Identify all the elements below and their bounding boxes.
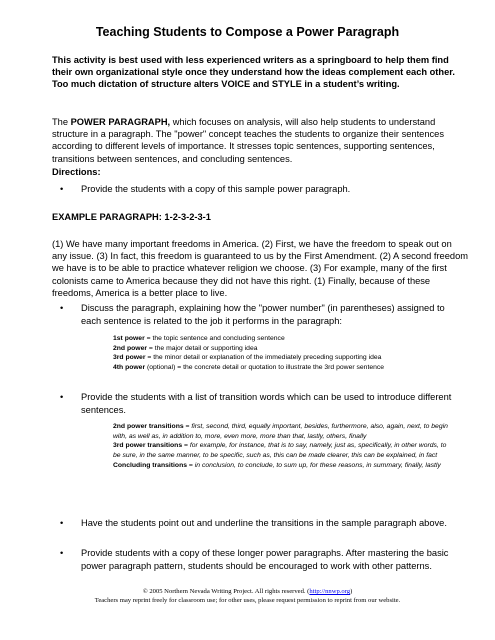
bullet-dot: • [60, 548, 64, 558]
copyright-text: © 2005 Northern Nevada Writing Project. All rights reserved. ( [142, 588, 310, 595]
transition-lists [113, 422, 455, 471]
transition-words: in conclusion, to conclude, to sum up, for these reasons, in summary, finally, lastly [194, 461, 441, 469]
directions-heading: Directions: [52, 167, 101, 177]
bullet-dot: • [60, 303, 64, 313]
bullet-text: Provide the students with a list of transition words which can be used to introduce different sentences. [81, 392, 452, 415]
bullet-dot: • [60, 518, 64, 528]
transition-list [113, 441, 455, 460]
transition-term: Concluding transitions [113, 461, 188, 469]
power-term: 2nd power [113, 344, 147, 352]
bullet-text: Have the students point out and underline the transitions in the sample paragraph above. [81, 518, 447, 528]
reprint-notice: Teachers may reprint freely for classroom use; for other uses, please request permission to reprint from our website. [94, 597, 401, 604]
transition-term: 3rd power transitions [113, 442, 183, 450]
bullet-dot: • [60, 392, 64, 402]
example-paragraph: (1) We have many important freedoms in America. (2) First, we have the freedom to speak out on any issue. (3) In fact, this freedom is guaranteed to us by the First Amendment. (2) A second freedom we have is to be able to practice whatever religion we choose. (3) For example, many of the first colonists came to America because they did not have this right. (1) Finally, because of these freedoms, America is a better place to live. [52, 239, 468, 298]
power-definition: (optional) = the concrete detail or quotation to illustrate the 3rd power sentence [145, 364, 385, 372]
bullet-dot: • [60, 184, 64, 194]
power-paragraph-description [52, 116, 468, 165]
intro-paragraph: This activity is best used with less experienced writers as a springboard to help them find their own organizational style once they understand how the ideas complement each other. Too much dictation of structure alters VOICE and STYLE in a student’s writing. [52, 55, 455, 90]
website-link[interactable]: http://nnwp.org [309, 588, 351, 595]
power-term: 3rd power [113, 354, 146, 362]
power-definition-row [113, 344, 455, 354]
power-paragraph-rest: which focuses on analysis, will also help students to understand structure in a paragraph. The "power" concept teaches the students to organize their sentences according to different levels of importance. It stresses topic sentences, supporting sentences, transitions between sentences, and concluding sentences. [52, 117, 444, 164]
power-paragraph-prefix: The [52, 117, 71, 127]
power-definition: = the topic sentence and concluding sentence [144, 335, 285, 342]
power-term: 4th power [113, 364, 146, 372]
copyright-line [0, 587, 495, 596]
power-paragraph-term: POWER PARAGRAPH, [70, 117, 171, 127]
power-term: 1st power [113, 335, 145, 342]
transition-equals: = [187, 461, 195, 469]
transition-words: first, second, third, equally important, besides, furthermore, also, again, next, to begin with, as well as, in addition to, more, even more, more than that, lastly, others, finally [113, 423, 448, 440]
power-definition-row [113, 353, 455, 363]
example-heading: EXAMPLE PARAGRAPH: 1-2-3-2-3-1 [52, 212, 211, 222]
power-definition-row [113, 334, 455, 344]
transition-list [113, 461, 455, 471]
power-definitions [113, 334, 455, 373]
page-footer [0, 587, 495, 605]
power-definition-row [113, 363, 455, 373]
document-title: Teaching Students to Compose a Power Paragraph [95, 25, 400, 39]
bullet-text: Provide students with a copy of these longer power paragraphs. After mastering the basic power paragraph pattern, students should be encouraged to work with other patterns. [81, 548, 449, 571]
copyright-suffix: ) [350, 588, 353, 595]
transition-equals: = [182, 442, 190, 450]
power-definition: = the minor detail or explanation of the immediately preceding supporting idea [145, 354, 382, 362]
bullet-text: Provide the students with a copy of this sample power paragraph. [81, 184, 351, 194]
bullet-text: Discuss the paragraph, explaining how the "power number" (in parentheses) assigned to each sentence is related to the job it performs in the paragraph: [81, 303, 445, 326]
transition-list [113, 422, 455, 441]
power-definition: = the major detail or supporting idea [147, 344, 258, 352]
transition-words: for example, for instance, that is to say, namely, just as, specifically, in other words, to be sure, in the same manner, to be specific, such as, this can be made clearer, this can be explained, in fact [113, 442, 447, 460]
transition-term: 2nd power transitions [113, 423, 184, 430]
transition-equals: = [183, 423, 192, 430]
